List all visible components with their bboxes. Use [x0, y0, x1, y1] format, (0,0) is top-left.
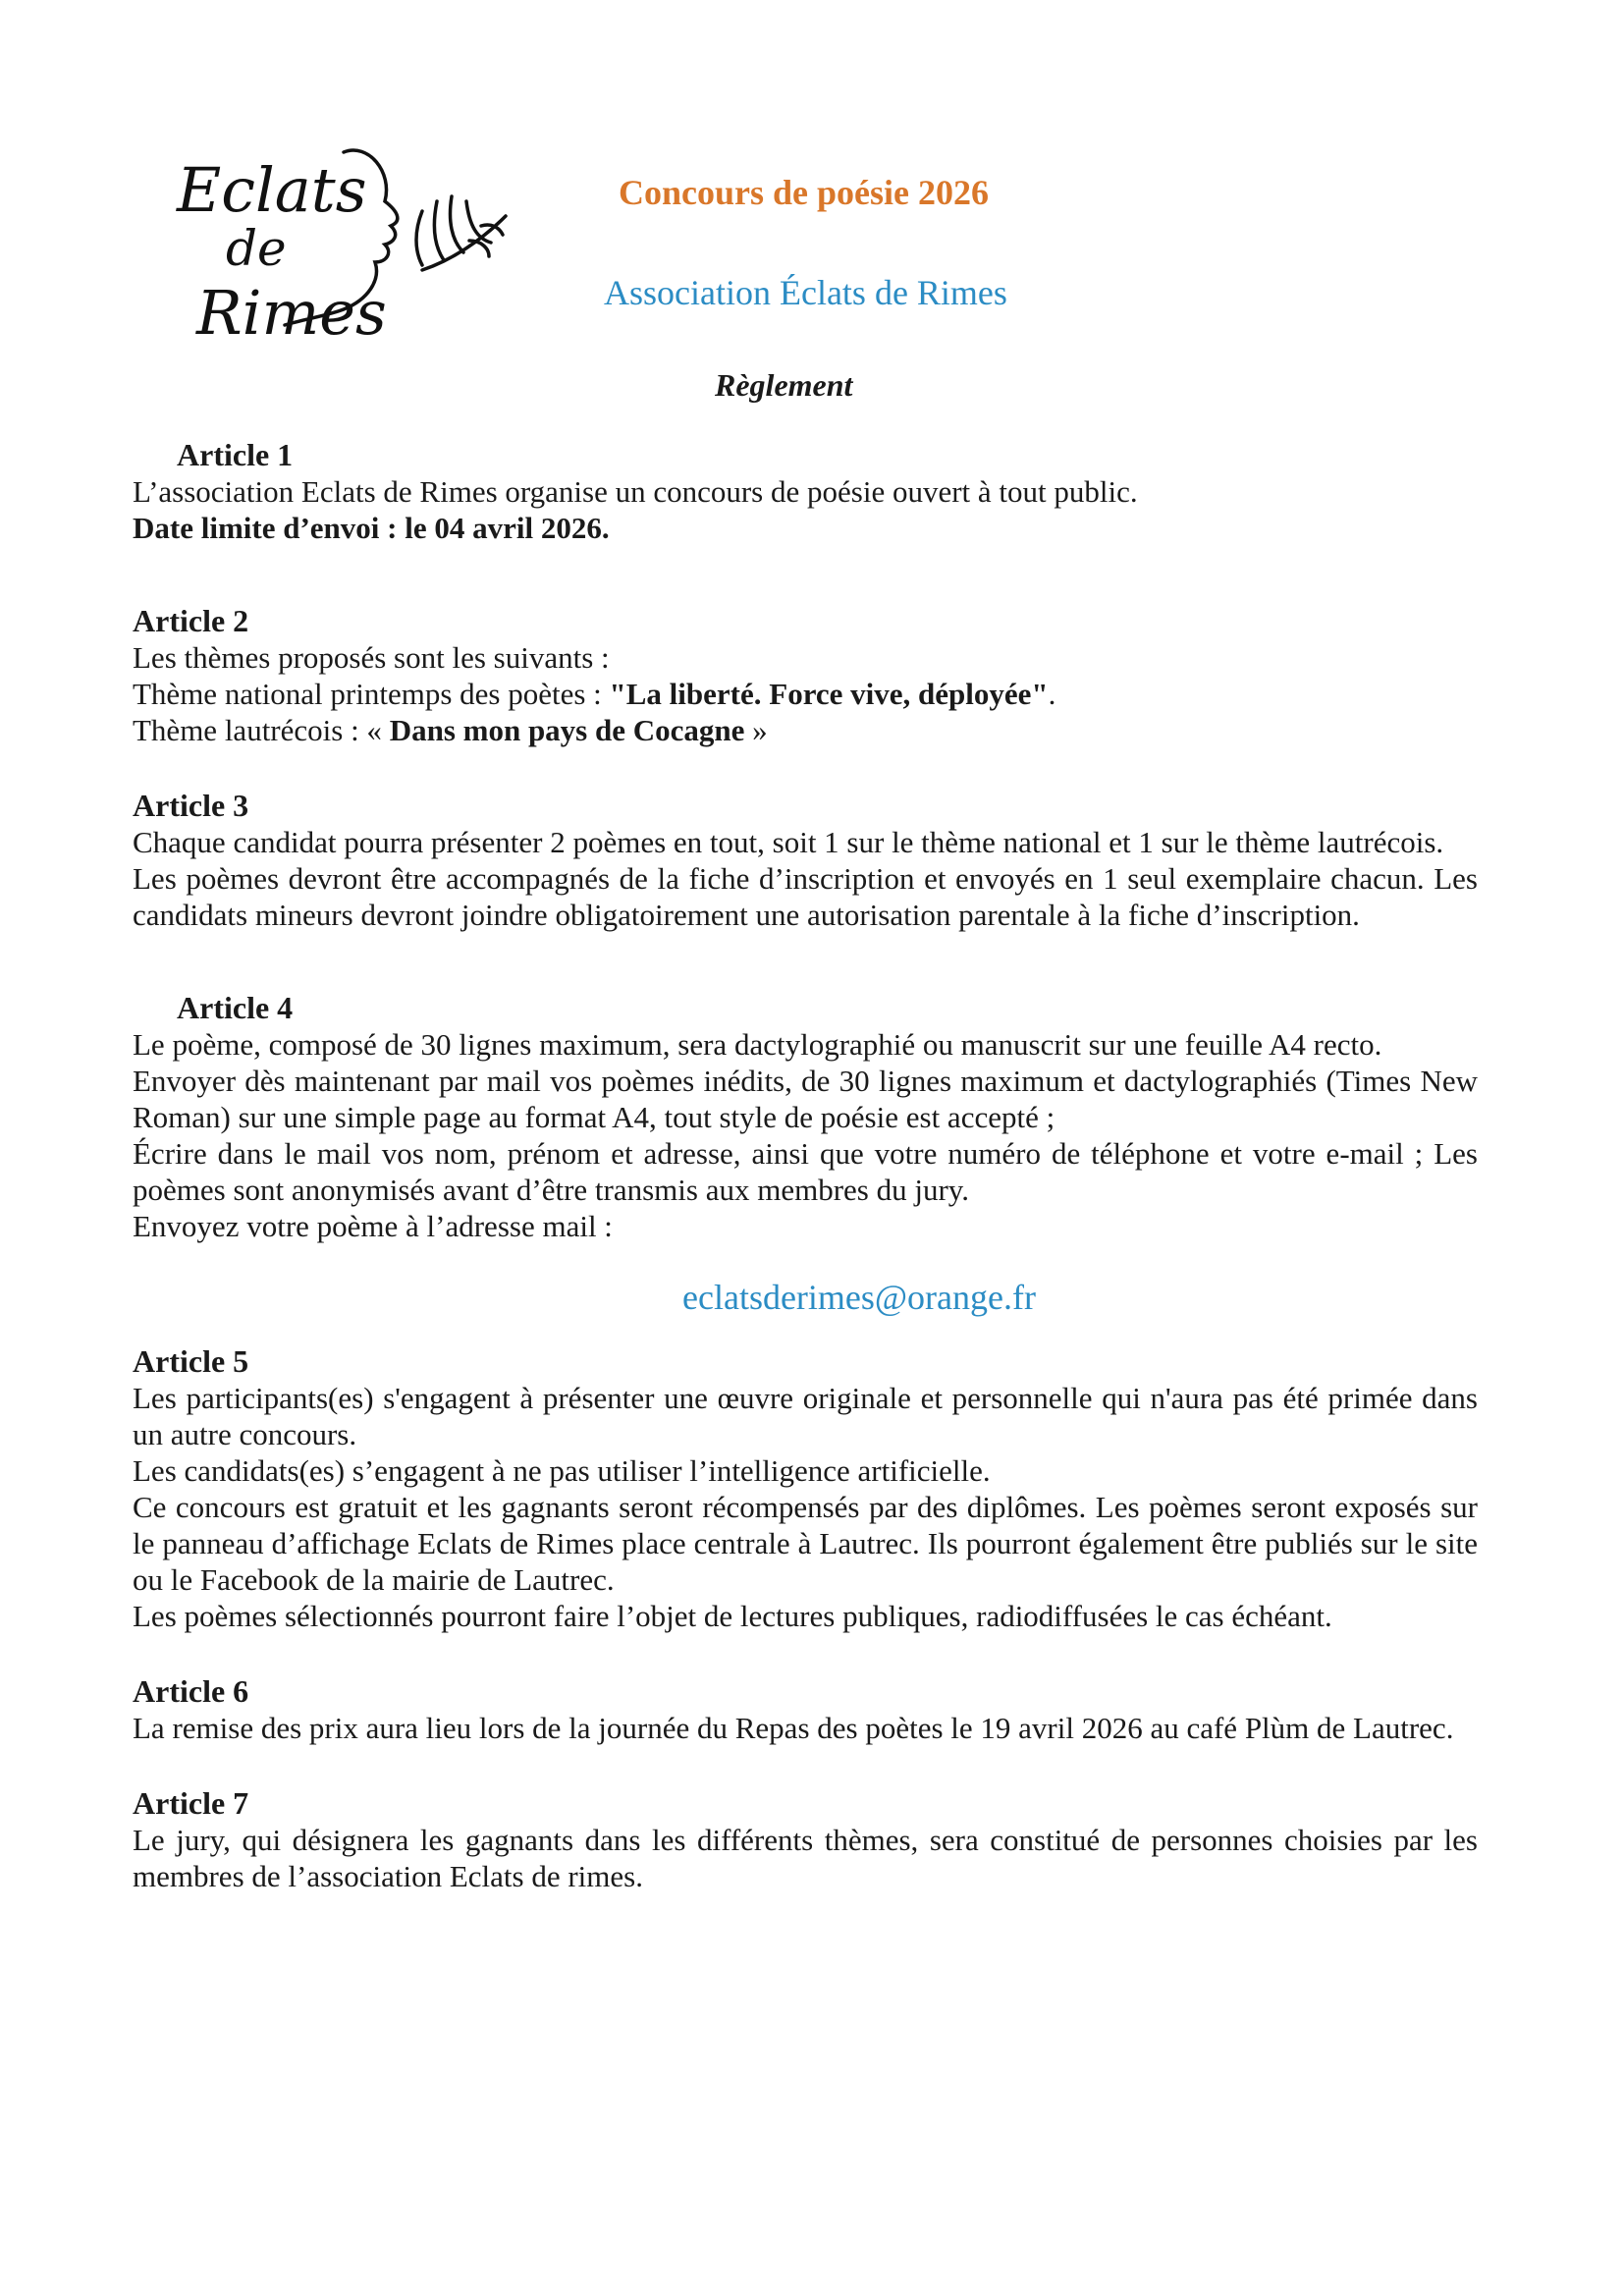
article-text: La remise des prix aura lieu lors de la journée du Repas des poètes le 19 avril 2026 au café Plùm de Lautrec. [133, 1711, 1454, 1745]
theme-lautrecois [133, 712, 1478, 748]
association-name: Association Éclats de Rimes [604, 273, 1007, 312]
article-title: Article 1 [177, 437, 294, 472]
article-text: Les thèmes proposés sont les suivants : [133, 640, 610, 675]
article-title: Article 2 [133, 603, 249, 638]
article-text: L’association Eclats de Rimes organise un concours de poésie ouvert à tout public. [133, 474, 1138, 509]
contact-email[interactable]: eclatsderimes@orange.fr [682, 1278, 1036, 1317]
article-text: Écrire dans le mail vos nom, prénom et adresse, ainsi que votre numéro de téléphone et votre e-mail ; Les poèmes sont anonymisés avant d’être transmis aux membres du jury. [133, 1136, 1478, 1207]
theme-label: Thème lautrécois : « [133, 713, 390, 747]
theme-value: "La liberté. Force vive, déployée" [609, 677, 1049, 711]
logo-word-eclats: Eclats [177, 154, 367, 226]
theme-label: Thème national printemps des poètes : [133, 677, 610, 711]
page-title: Concours de poésie 2026 [619, 173, 989, 212]
article-title: Article 5 [133, 1343, 249, 1379]
article-text: Les participants(es) s'engagent à présenter une œuvre originale et personnelle qui n'aura pas été primée dans un autre concours. [133, 1381, 1478, 1451]
article-4 [133, 990, 1478, 1316]
theme-end: » [744, 713, 768, 747]
article-2 [133, 603, 1478, 748]
article-text: Envoyez votre poème à l’adresse mail : [133, 1209, 613, 1243]
article-text: Le poème, composé de 30 lignes maximum, sera dactylographié ou manuscrit sur une feuille A4 recto. [133, 1027, 1382, 1062]
rules-body [133, 437, 1478, 1894]
logo-word-rimes: Rimes [196, 277, 387, 349]
logo-word-de: de [226, 220, 287, 277]
article-title: Article 4 [177, 990, 294, 1025]
article-title: Article 7 [133, 1785, 249, 1821]
article-5 [133, 1343, 1478, 1634]
article-text: Les poèmes devront être accompagnés de la fiche d’inscription et envoyés en 1 seul exemplaire chacun. Les candidats mineurs devront joindre obligatoirement une autorisation parentale à la fiche d’inscription. [133, 861, 1478, 932]
article-text: Envoyer dès maintenant par mail vos poèmes inédits, de 30 lignes maximum et dactylographiés (Times New Roman) sur une simple page au format A4, tout style de poésie est accepté ; [133, 1064, 1478, 1134]
article-6 [133, 1673, 1478, 1746]
theme-end: . [1048, 677, 1056, 711]
article-7 [133, 1785, 1478, 1894]
article-title: Article 3 [133, 788, 249, 823]
article-text: Chaque candidat pourra présenter 2 poèmes en tout, soit 1 sur le thème national et 1 sur le thème lautrécois. [133, 825, 1444, 859]
article-text: Les poèmes sélectionnés pourront faire l’objet de lectures publiques, radiodiffusées le cas échéant. [133, 1599, 1332, 1633]
article-3 [133, 788, 1478, 933]
theme-national [133, 676, 1478, 712]
article-text: Le jury, qui désignera les gagnants dans les différents thèmes, sera constitué de personnes choisies par les membres de l’association Eclats de rimes. [133, 1823, 1478, 1893]
theme-value: Dans mon pays de Cocagne [389, 713, 745, 747]
association-logo [157, 133, 530, 368]
logo-drawing [157, 133, 530, 368]
article-text: Les candidats(es) s’engagent à ne pas utiliser l’intelligence artificielle. [133, 1453, 991, 1488]
section-title: Règlement [715, 367, 853, 403]
article-title: Article 6 [133, 1673, 249, 1709]
article-1 [133, 437, 1478, 546]
article-text: Ce concours est gratuit et les gagnants seront récompensés par des diplômes. Les poèmes seront exposés sur le panneau d’affichage Eclats de Rimes place centrale à Lautrec. Ils pourront également être publiés sur le site ou le Facebook de la mairie de Lautrec. [133, 1490, 1478, 1597]
deadline-text: Date limite d’envoi : le 04 avril 2026. [133, 511, 610, 545]
